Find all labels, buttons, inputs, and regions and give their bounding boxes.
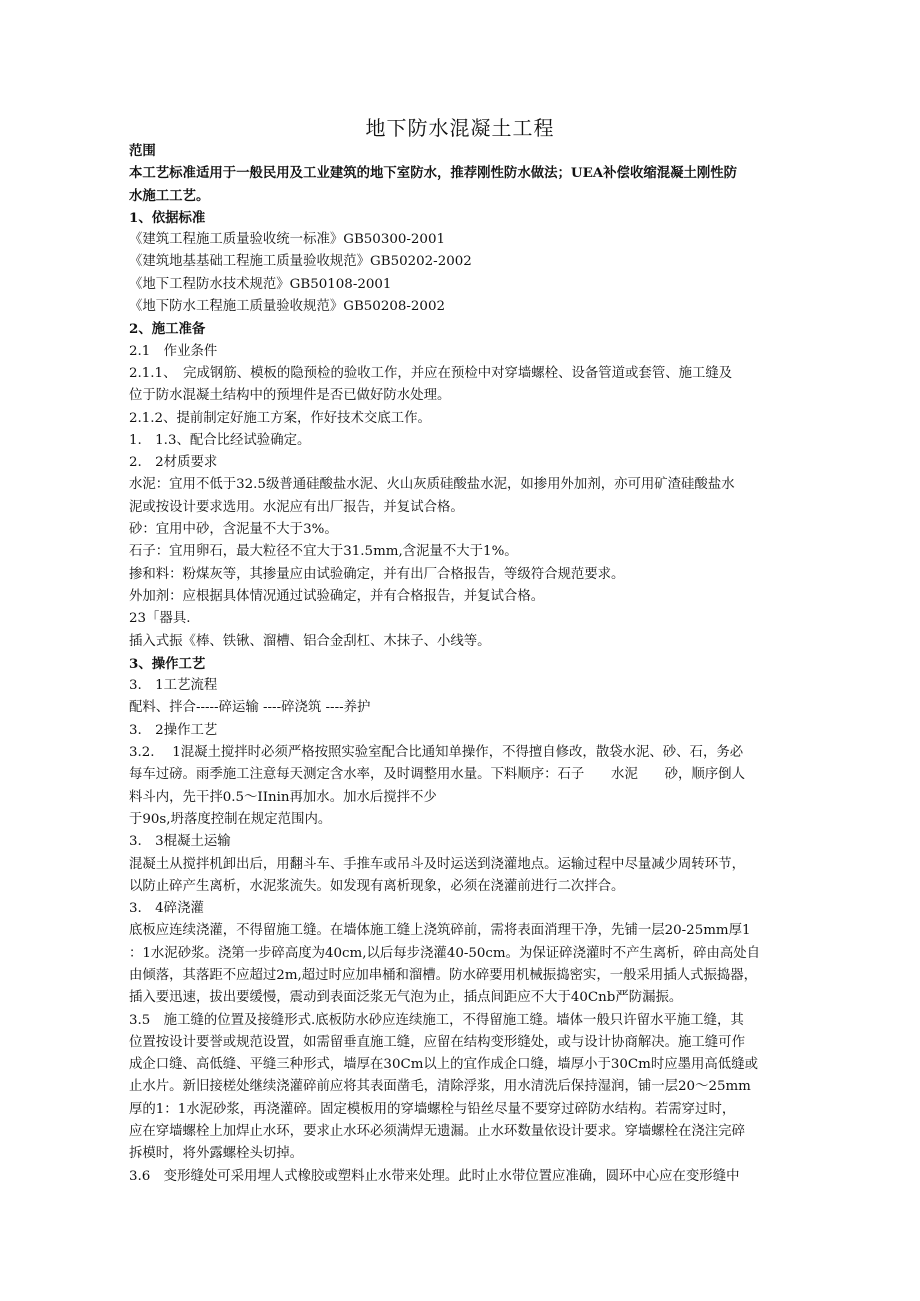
body-text-line: 3. 3棍凝土运输 [129, 834, 231, 850]
document-title: 地下防水混凝土工程 [365, 116, 555, 140]
body-text-line: 于90s,坍落度控制在规定范围内。 [129, 811, 332, 827]
section-heading-line: 3、操作工艺 [129, 655, 206, 672]
body-text-line: 以防止碎产生离析，水泥浆流失。如发现有离析现象，必须在浇灌前进行二次拌合。 [129, 878, 625, 894]
body-text-line: 料斗内，先干拌0.5～IInin再加水。加水后搅拌不少 [129, 789, 437, 805]
body-text-line: 砂：宜用中砂，含泥量不大于3%。 [129, 522, 338, 538]
body-text-line: 位置按设计要誉或规范设置，如需留垂直施工缝，应留在结构变形缝处，或与设计协商解决。施工缝可作 [129, 1034, 745, 1050]
body-text-line: 掺和料：粉煤灰等，其掺量应由试验确定，并有出厂合格报告，等级符合规范要求。 [129, 566, 625, 582]
section-heading-line: 2、施工准备 [129, 321, 206, 338]
body-text-line: 3.6 变形缝处可采用埋人式橡胶或塑料止水带来处理。此时止水带位置应准确，圆环中心应在变形缝中 [129, 1168, 740, 1184]
body-text-line: 《建筑工程施工质量验收统一标准》GB50300-2001 [129, 232, 445, 248]
body-text-line: 泥或按设计要求选用。水泥应有出厂报告，并复试合格。 [129, 499, 464, 515]
section-heading-line: 1、依据标准 [129, 209, 206, 226]
body-text-line: 由倾落，其落距不应超过2m,超过时应加串桶和溜槽。防水碎要用机械振捣密实，一般采用插人式振捣器， [129, 967, 758, 983]
body-text-line: 每车过磅。雨季施工注意每天测定含水率，及时调整用水量。下料顺序：石子 水泥 砂，顺序倒人 [129, 767, 745, 783]
body-text-line: 混凝土从搅拌机卸出后，用翻斗车、手推车或吊斗及时运送到浇灌地点。运输过程中尽量减少周转环节， [129, 856, 745, 872]
body-text-line: 应在穿墙螺栓上加焊止水环，要求止水环必须满焊无遗漏。止水环数量依设计要求。穿墙螺栓在浇注完碎 [129, 1124, 745, 1140]
body-text-line: 2.1.2、提前制定好施工方案，作好技术交底工作。 [129, 410, 431, 426]
body-text-line: 水泥：宜用不低于32.5级普通硅酸盐水泥、火山灰质硅酸盐水泥，如掺用外加剂，亦可用矿渣硅酸盐水 [129, 477, 735, 493]
body-text-line: 23「器具. [129, 611, 191, 627]
body-text-line: 止水片。新旧接槎处继续浇灌碎前应将其表面凿毛，清除浮浆，用水清洗后保持湿润，铺一层20～25mm [129, 1079, 751, 1095]
body-text-line: 3.2. 1混凝土搅拌时必须严格按照实验室配合比通知单操作，不得擅自修改，散袋水泥、砂、石，务必 [129, 745, 744, 761]
section-heading-line: 本工艺标准适用于一般民用及工业建筑的地下室防水，推荐刚性防水做法；UEA补偿收缩混凝土刚性防 [129, 165, 738, 182]
body-text-line: 1. 1.3、配合比经试验确定。 [129, 432, 311, 448]
body-text-line: 拆模时，将外露螺栓头切掉。 [129, 1146, 304, 1162]
body-text-line: 石子：宜用卵石，最大粒径不宜大于31.5mm,含泥量不大于1%。 [129, 544, 518, 560]
section-heading-line: 水施工工艺。 [129, 187, 210, 204]
section-heading-line: 范围 [129, 143, 156, 159]
body-text-line: 《建筑地基基础工程施工质量验收规范》GB50202-2002 [129, 254, 472, 270]
body-text-line: 2.1.1、 完成钢筋、模板的隐预检的验收工作，并应在预检中对穿墙螺栓、设备管道或套管、施工缝及 [129, 365, 733, 381]
body-text-line: 3. 1工艺流程 [129, 678, 218, 694]
body-text-line: 厚的1：1水泥砂浆，再浇灌碎。固定模板用的穿墙螺栓与铅丝尽量不要穿过碎防水结构。若需穿过时， [129, 1101, 736, 1117]
body-text-line: 插入式振《棒、铁锹、溜槽、铝合金刮杠、木抹子、小线等。 [129, 633, 491, 649]
body-text-line: 底板应连续浇灌，不得留施工缝。在墙体施工缝上浇筑碎前，需将表面消理干净，先铺一层20-25mm厚1 [129, 923, 751, 939]
body-text-line: ：1水泥砂浆。浇第一步碎高度为40cm,以后每步浇灌40-50cm。为保证碎浇灌时不产生离析，碎由高处自 [129, 945, 761, 961]
body-text-line: 3.5 施工缝的位置及接缝形式.底板防水砂应连续施工，不得留施工缝。墙体一般只许留水平施工缝，其 [129, 1012, 744, 1028]
body-text-line: 位于防水混凝土结构中的预埋件是否已做好防水处理。 [129, 388, 451, 404]
body-text-line: 《地下工程防水技术规范》GB50108-2001 [129, 276, 392, 292]
body-text-line: 2. 2材质要求 [129, 455, 218, 471]
body-text-line: 3. 2操作工艺 [129, 722, 218, 738]
body-text-line: 配料、拌合-----碎运输 ----碎浇筑 ----养护 [129, 700, 371, 716]
body-text-line: 成企口缝、高低缝、平缝三种形式，墙厚在30Cm以上的宜作成企口缝，墙厚小于30Cm时应墨用高低缝或 [129, 1057, 758, 1073]
body-text-line: 《地下防水工程施工质量验收规范》GB50208-2002 [129, 299, 445, 315]
body-text-line: 2.1 作业条件 [129, 343, 218, 359]
body-text-line: 插入要迅速，拔出要缓慢，震动到表面泛浆无气泡为止，插点间距应不大于40Cnb严防漏振。 [129, 990, 683, 1006]
body-text-line: 外加剂：应根据具体情况通过试验确定，并有合格报告，并复试合格。 [129, 588, 545, 604]
document-body [129, 140, 849, 1188]
body-text-line: 3. 4碎浇灌 [129, 901, 204, 917]
